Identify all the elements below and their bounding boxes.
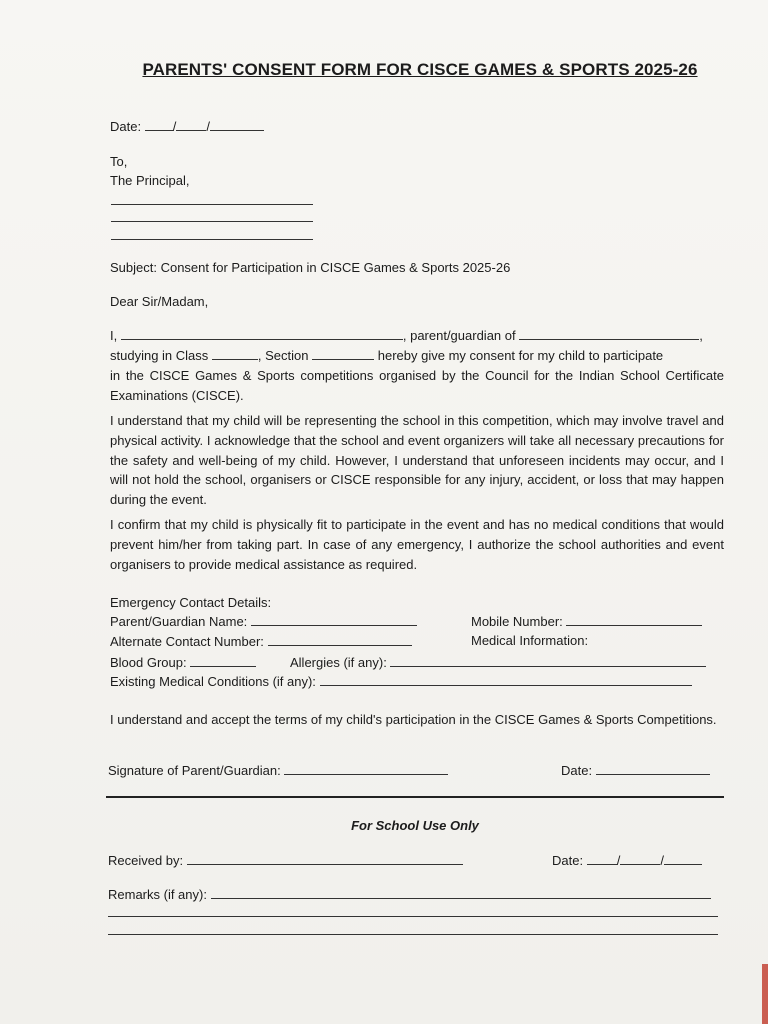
parent-name-field[interactable] xyxy=(121,329,403,340)
date-month-field[interactable] xyxy=(176,120,206,131)
signature-date-field[interactable] xyxy=(596,764,710,775)
confirm-paragraph: I confirm that my child is physically fit to participate in the event and has no medical conditions that would prevent him/her from taking part. In case of any emergency, I authorize the school authorities and event organisers to provide medical assistance as required. xyxy=(110,517,724,572)
accept-paragraph: I understand and accept the terms of my child's participation in the CISCE Games & Sports Competitions. xyxy=(110,712,717,727)
blood-group-row xyxy=(110,655,256,670)
medical-information-label: Medical Information: xyxy=(471,633,589,648)
received-by-label: Received by: xyxy=(108,853,184,868)
parent-guardian-name-field[interactable] xyxy=(251,615,417,626)
remarks-line-2[interactable] xyxy=(108,916,718,917)
consent-line-2 xyxy=(110,348,663,363)
consent-comma: , xyxy=(699,328,703,343)
school-date-day-field[interactable] xyxy=(587,854,617,865)
mobile-number-field[interactable] xyxy=(566,615,702,626)
subject-line: Subject: Consent for Participation in CISCE Games & Sports 2025-26 xyxy=(110,260,511,275)
remarks-line-3[interactable] xyxy=(108,934,718,935)
date-year-field[interactable] xyxy=(210,120,264,131)
signature-date-label: Date: xyxy=(561,763,593,778)
emergency-heading: Emergency Contact Details: xyxy=(110,595,272,610)
page-title: PARENTS' CONSENT FORM FOR CISCE GAMES & SPORTS 2025-26 xyxy=(142,60,698,79)
blood-group-field[interactable] xyxy=(190,656,256,667)
understand-paragraph: I understand that my child will be representing the school in this competition, which may involve travel and physical activity. I acknowledge that the school and event organizers will take all necessary precautions for the safety and well-being of my child. However, I understand that unforeseen incidents may occur, and I will not hold the school, organisers or CISCE responsible for any injury, accident, or loss that may happen during the event. xyxy=(110,413,724,508)
received-by-field[interactable] xyxy=(187,854,463,865)
date-label: Date: xyxy=(110,119,142,134)
date-row: Date: / / xyxy=(110,119,264,134)
signature-label: Signature of Parent/Guardian: xyxy=(108,763,281,778)
school-use-heading: For School Use Only xyxy=(351,818,479,833)
address-line-2[interactable] xyxy=(111,221,313,222)
class-field[interactable] xyxy=(212,349,258,360)
blood-group-label: Blood Group: xyxy=(110,655,187,670)
consent-line-1 xyxy=(110,328,703,343)
signature-field[interactable] xyxy=(284,764,448,775)
school-date-label: Date: xyxy=(552,853,584,868)
parent-guardian-name-row xyxy=(110,614,417,629)
address-line-1[interactable] xyxy=(111,204,313,205)
allergies-label: Allergies (if any): xyxy=(290,655,387,670)
section-label: , Section xyxy=(257,348,309,363)
address-line-3[interactable] xyxy=(111,239,313,240)
allergies-field[interactable] xyxy=(390,656,706,667)
allergies-row xyxy=(290,655,706,670)
existing-conditions-row xyxy=(110,674,692,689)
remarks-label: Remarks (if any): xyxy=(108,887,207,902)
school-date-row: Date: / / xyxy=(552,853,702,868)
school-date-month-field[interactable] xyxy=(620,854,660,865)
salutation: Dear Sir/Madam, xyxy=(110,294,209,309)
remarks-row xyxy=(108,887,711,902)
mobile-number-row xyxy=(471,614,702,629)
alternate-contact-label: Alternate Contact Number: xyxy=(110,634,264,649)
date-day-field[interactable] xyxy=(145,120,173,131)
consent-i: I, xyxy=(110,328,118,343)
existing-conditions-field[interactable] xyxy=(320,675,692,686)
remarks-field[interactable] xyxy=(211,888,711,899)
red-edge-mark xyxy=(762,964,768,1024)
parent-guardian-name-label: Parent/Guardian Name: xyxy=(110,614,248,629)
signature-date-row xyxy=(561,763,710,778)
existing-conditions-label: Existing Medical Conditions (if any): xyxy=(110,674,316,689)
school-date-year-field[interactable] xyxy=(664,854,702,865)
signature-row xyxy=(108,763,448,778)
class-label: studying in Class xyxy=(110,348,209,363)
principal-line: The Principal, xyxy=(110,173,190,188)
section-field[interactable] xyxy=(312,349,374,360)
received-by-row xyxy=(108,853,463,868)
section-divider xyxy=(106,796,724,798)
child-name-field[interactable] xyxy=(519,329,699,340)
consent-hereby-text: hereby give my consent for my child to participate xyxy=(377,348,664,363)
mobile-number-label: Mobile Number: xyxy=(471,614,563,629)
alternate-contact-row xyxy=(110,634,412,649)
to-line: To, xyxy=(110,154,128,169)
parent-guardian-of-label: , parent/guardian of xyxy=(402,328,516,343)
alternate-contact-field[interactable] xyxy=(268,635,412,646)
consent-paragraph-rest: in the CISCE Games & Sports competitions organised by the Council for the Indian School Certificate Examinations (CISCE). xyxy=(110,368,724,403)
